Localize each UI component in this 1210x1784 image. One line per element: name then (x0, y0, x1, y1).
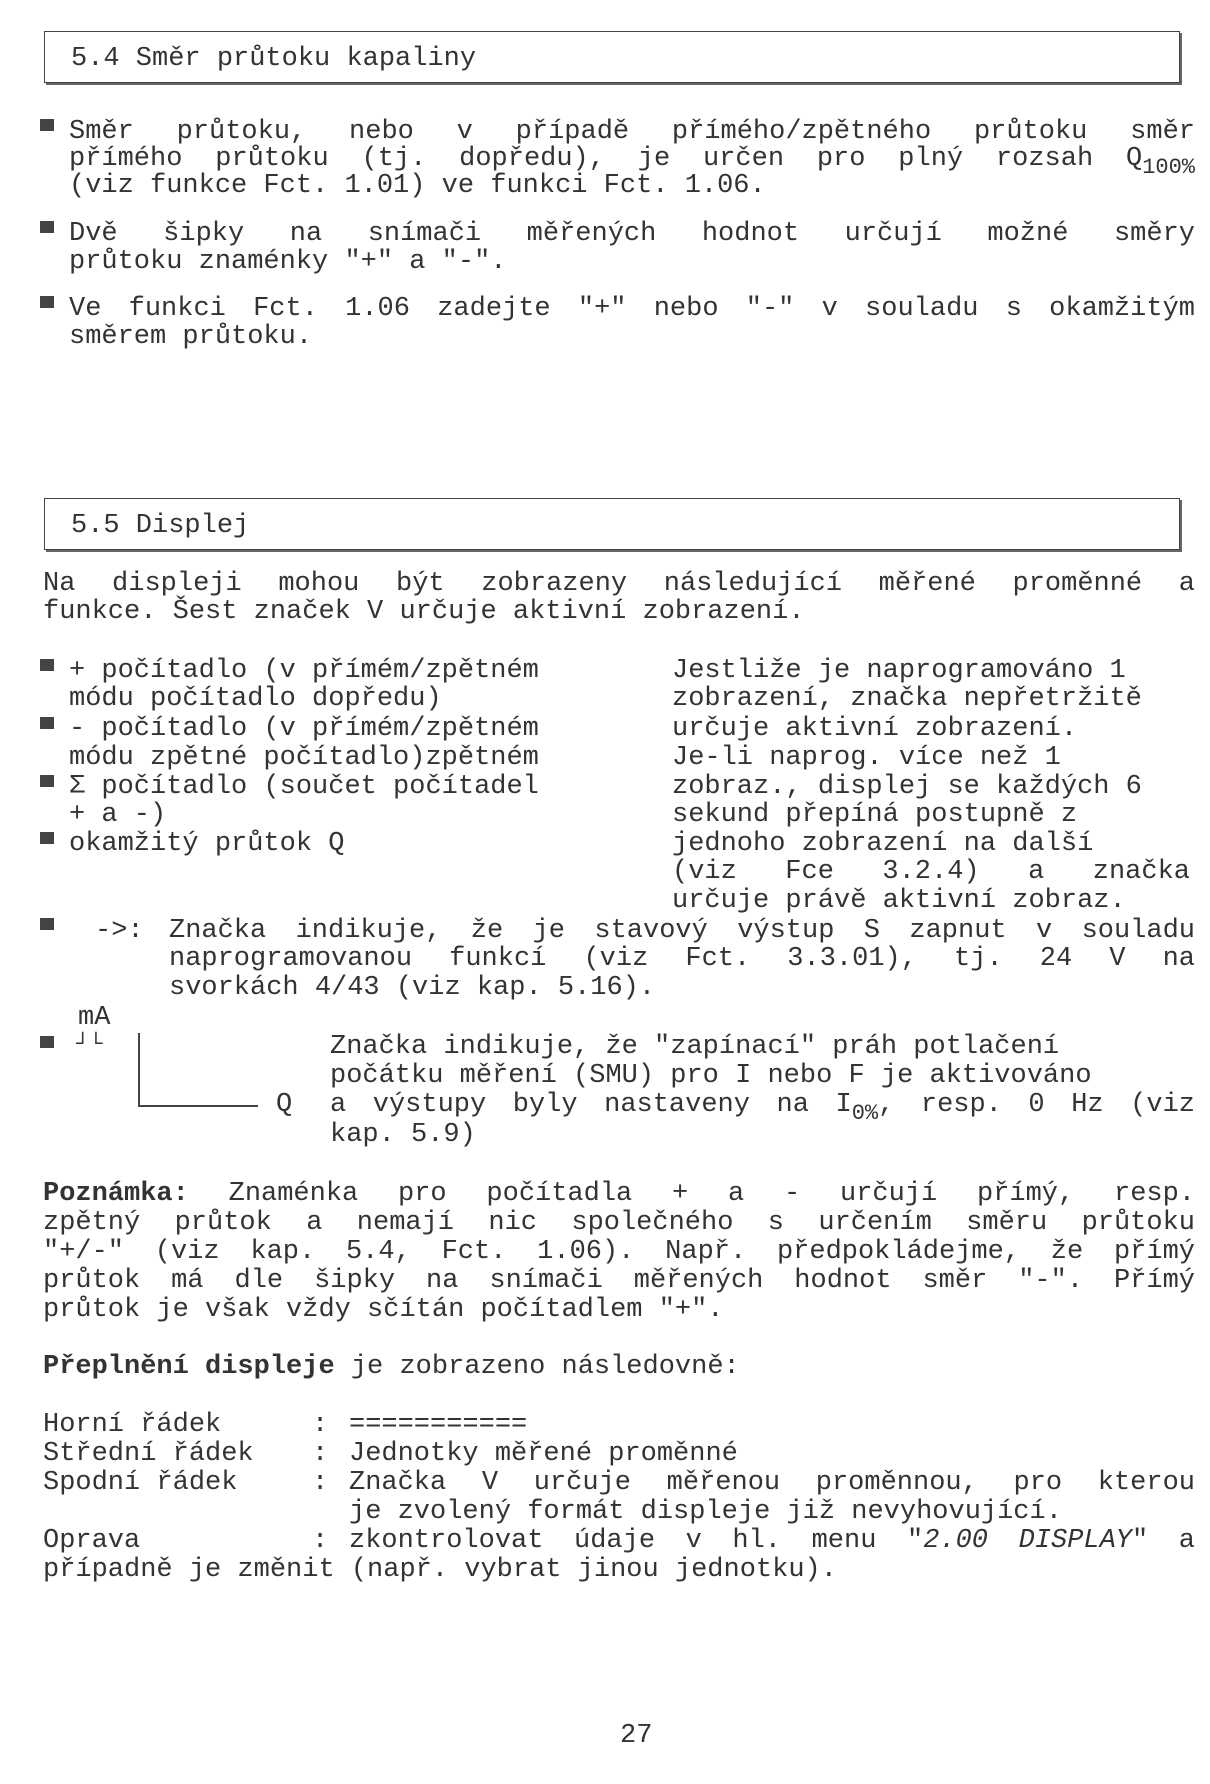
note-line1-text: Znaménka pro počítadla + a - určují přímý, resp. (228, 1179, 1196, 1209)
fix-text-b: " a (1132, 1526, 1195, 1556)
row-value-horni: =========== (349, 1410, 528, 1440)
s55-intro-line1: Na displeji mohou být zobrazeny následující měřené proměnné a (43, 569, 1195, 599)
smu-line2: počátku měření (SMU) pro I nebo F je aktivováno (330, 1061, 1092, 1091)
smu-line3-tail: , resp. 0 Hz (viz (878, 1090, 1195, 1120)
s54-p1-line2-text: přímého průtoku (tj. dopředu), je určen pro plný rozsah Q (69, 144, 1143, 174)
right-text-line: zobraz., displej se každých 6 (672, 772, 1142, 802)
overflow-heading (43, 1353, 740, 1382)
row-value-stredni: Jednotky měřené proměnné (349, 1439, 738, 1469)
left-list-line: okamžitý průtok Q (69, 829, 345, 859)
bullet-icon (40, 296, 54, 308)
note-line1 (43, 1180, 1195, 1209)
bullet-icon (40, 832, 54, 844)
s54-p1-line2 (69, 144, 1195, 180)
note-label: Poznámka: (43, 1179, 189, 1209)
arrow-line3: svorkách 4/43 (viz kap. 5.16). (169, 973, 656, 1003)
row-label-spodni: Spodní řádek (43, 1468, 238, 1498)
connector-line-horizontal (138, 1105, 258, 1107)
arrow-line2: naprogramovanou funkcí (viz Fct. 3.3.01), tj. 24 V na (169, 944, 1195, 974)
arrow-line1: Značka indikuje, že je stavový výstup S zapnut v souladu (169, 916, 1195, 946)
row-colon: : (312, 1410, 329, 1440)
smu-line3-text: a výstupy byly nastaveny na I (330, 1090, 852, 1120)
row-value-spodni: Značka V určuje měřenou proměnnou, pro kterou (349, 1468, 1195, 1498)
section-5-4-heading-box (44, 31, 1180, 83)
s54-p3-line1: Ve funkci Fct. 1.06 zadejte "+" nebo "-" v souladu s okamžitým (69, 294, 1195, 324)
fix-line1 (349, 1527, 1195, 1556)
row-colon: : (312, 1526, 329, 1556)
section-5-5-heading: 5.5 Displej (71, 511, 250, 541)
ma-step-symbol: ┘└ (76, 1032, 103, 1057)
left-list-line: módu zpětné počítadlo)zpětném (69, 743, 539, 773)
page-number: 27 (620, 1721, 653, 1751)
fix-line2: případně je změnit (např. vybrat jinou jednotku). (43, 1555, 837, 1585)
note-line5: průtok je však vždy sčítán počítadlem "+". (43, 1295, 724, 1325)
left-list-line: + počítadlo (v přímém/zpětném (69, 656, 539, 686)
bullet-icon (40, 775, 54, 787)
i0-subscript: 0% (851, 1101, 879, 1126)
connector-line-vertical (138, 1033, 140, 1106)
right-text-line: (viz Fce 3.2.4) a značka (672, 857, 1190, 887)
smu-line1: Značka indikuje, že "zapínací" práh potlačení (330, 1032, 1060, 1062)
right-text-line: sekund přepíná postupně z (672, 800, 1078, 830)
right-text-line: Jestliže je naprogramováno 1 (672, 656, 1126, 686)
bullet-icon (40, 221, 54, 233)
smu-line3 (330, 1090, 1195, 1126)
bullet-icon (40, 1036, 54, 1048)
note-line4: průtok má dle šipky na snímači měřených hodnot směr "-". Přímý (43, 1266, 1195, 1296)
row-value-spodni-2: je zvolený formát displeje již nevyhovující. (349, 1497, 1062, 1527)
s55-intro-line2: funkce. Šest značek V určuje aktivní zobrazení. (43, 597, 805, 627)
smu-line4: kap. 5.9) (330, 1120, 476, 1150)
s54-p1-line1: Směr průtoku, nebo v případě přímého/zpětného průtoku směr (69, 117, 1195, 147)
fix-menu-name: 2.00 DISPLAY (923, 1526, 1132, 1556)
note-line2: zpětný průtok a nemají nic společného s určením směru průtoku (43, 1208, 1195, 1238)
right-text-line: jednoho zobrazení na další (672, 829, 1094, 859)
s54-p2-line1: Dvě šipky na snímači měřených hodnot určují možné směry (69, 219, 1195, 249)
overflow-bold: Přeplnění displeje (43, 1352, 335, 1382)
left-list-line: Σ počítadlo (součet počítadel (69, 772, 539, 802)
bullet-icon (40, 717, 54, 729)
s54-p3-line2: směrem průtoku. (69, 322, 313, 352)
s54-p2-line2: průtoku znaménky "+" a "-". (69, 247, 507, 277)
fix-label: Oprava (43, 1526, 141, 1556)
q100-subscript: 100% (1142, 155, 1195, 180)
left-list-line: - počítadlo (v přímém/zpětném (69, 714, 539, 744)
row-label-stredni: Střední řádek (43, 1439, 254, 1469)
right-text-line: Je-li naprog. více než 1 (672, 743, 1061, 773)
note-line3: "+/-" (viz kap. 5.4, Fct. 1.06). Např. předpokládejme, že přímý (43, 1237, 1195, 1267)
bullet-icon (40, 119, 54, 131)
right-text-line: zobrazení, značka nepřetržitě (672, 684, 1142, 714)
row-colon: : (312, 1439, 329, 1469)
s54-p1-line3: (viz funkce Fct. 1.01) ve funkci Fct. 1.06. (69, 171, 766, 201)
bullet-icon (40, 918, 54, 930)
section-5-4-heading: 5.4 Směr průtoku kapaliny (71, 44, 477, 74)
bullet-icon (40, 659, 54, 671)
ma-label: mA (78, 1003, 111, 1033)
right-text-line: určuje právě aktivní zobraz. (672, 886, 1126, 916)
overflow-rest: je zobrazeno následovně: (334, 1352, 740, 1382)
q-label: Q (276, 1090, 293, 1120)
fix-text-a: zkontrolovat údaje v hl. menu " (349, 1526, 924, 1556)
section-5-5-heading-box (44, 498, 1180, 550)
row-colon: : (312, 1468, 329, 1498)
left-list-line: módu počítadlo dopředu) (69, 684, 442, 714)
right-text-line: určuje aktivní zobrazení. (672, 714, 1078, 744)
arrow-symbol: ->: (95, 916, 144, 946)
row-label-horni: Horní řádek (43, 1410, 222, 1440)
left-list-line: + a -) (69, 800, 167, 830)
